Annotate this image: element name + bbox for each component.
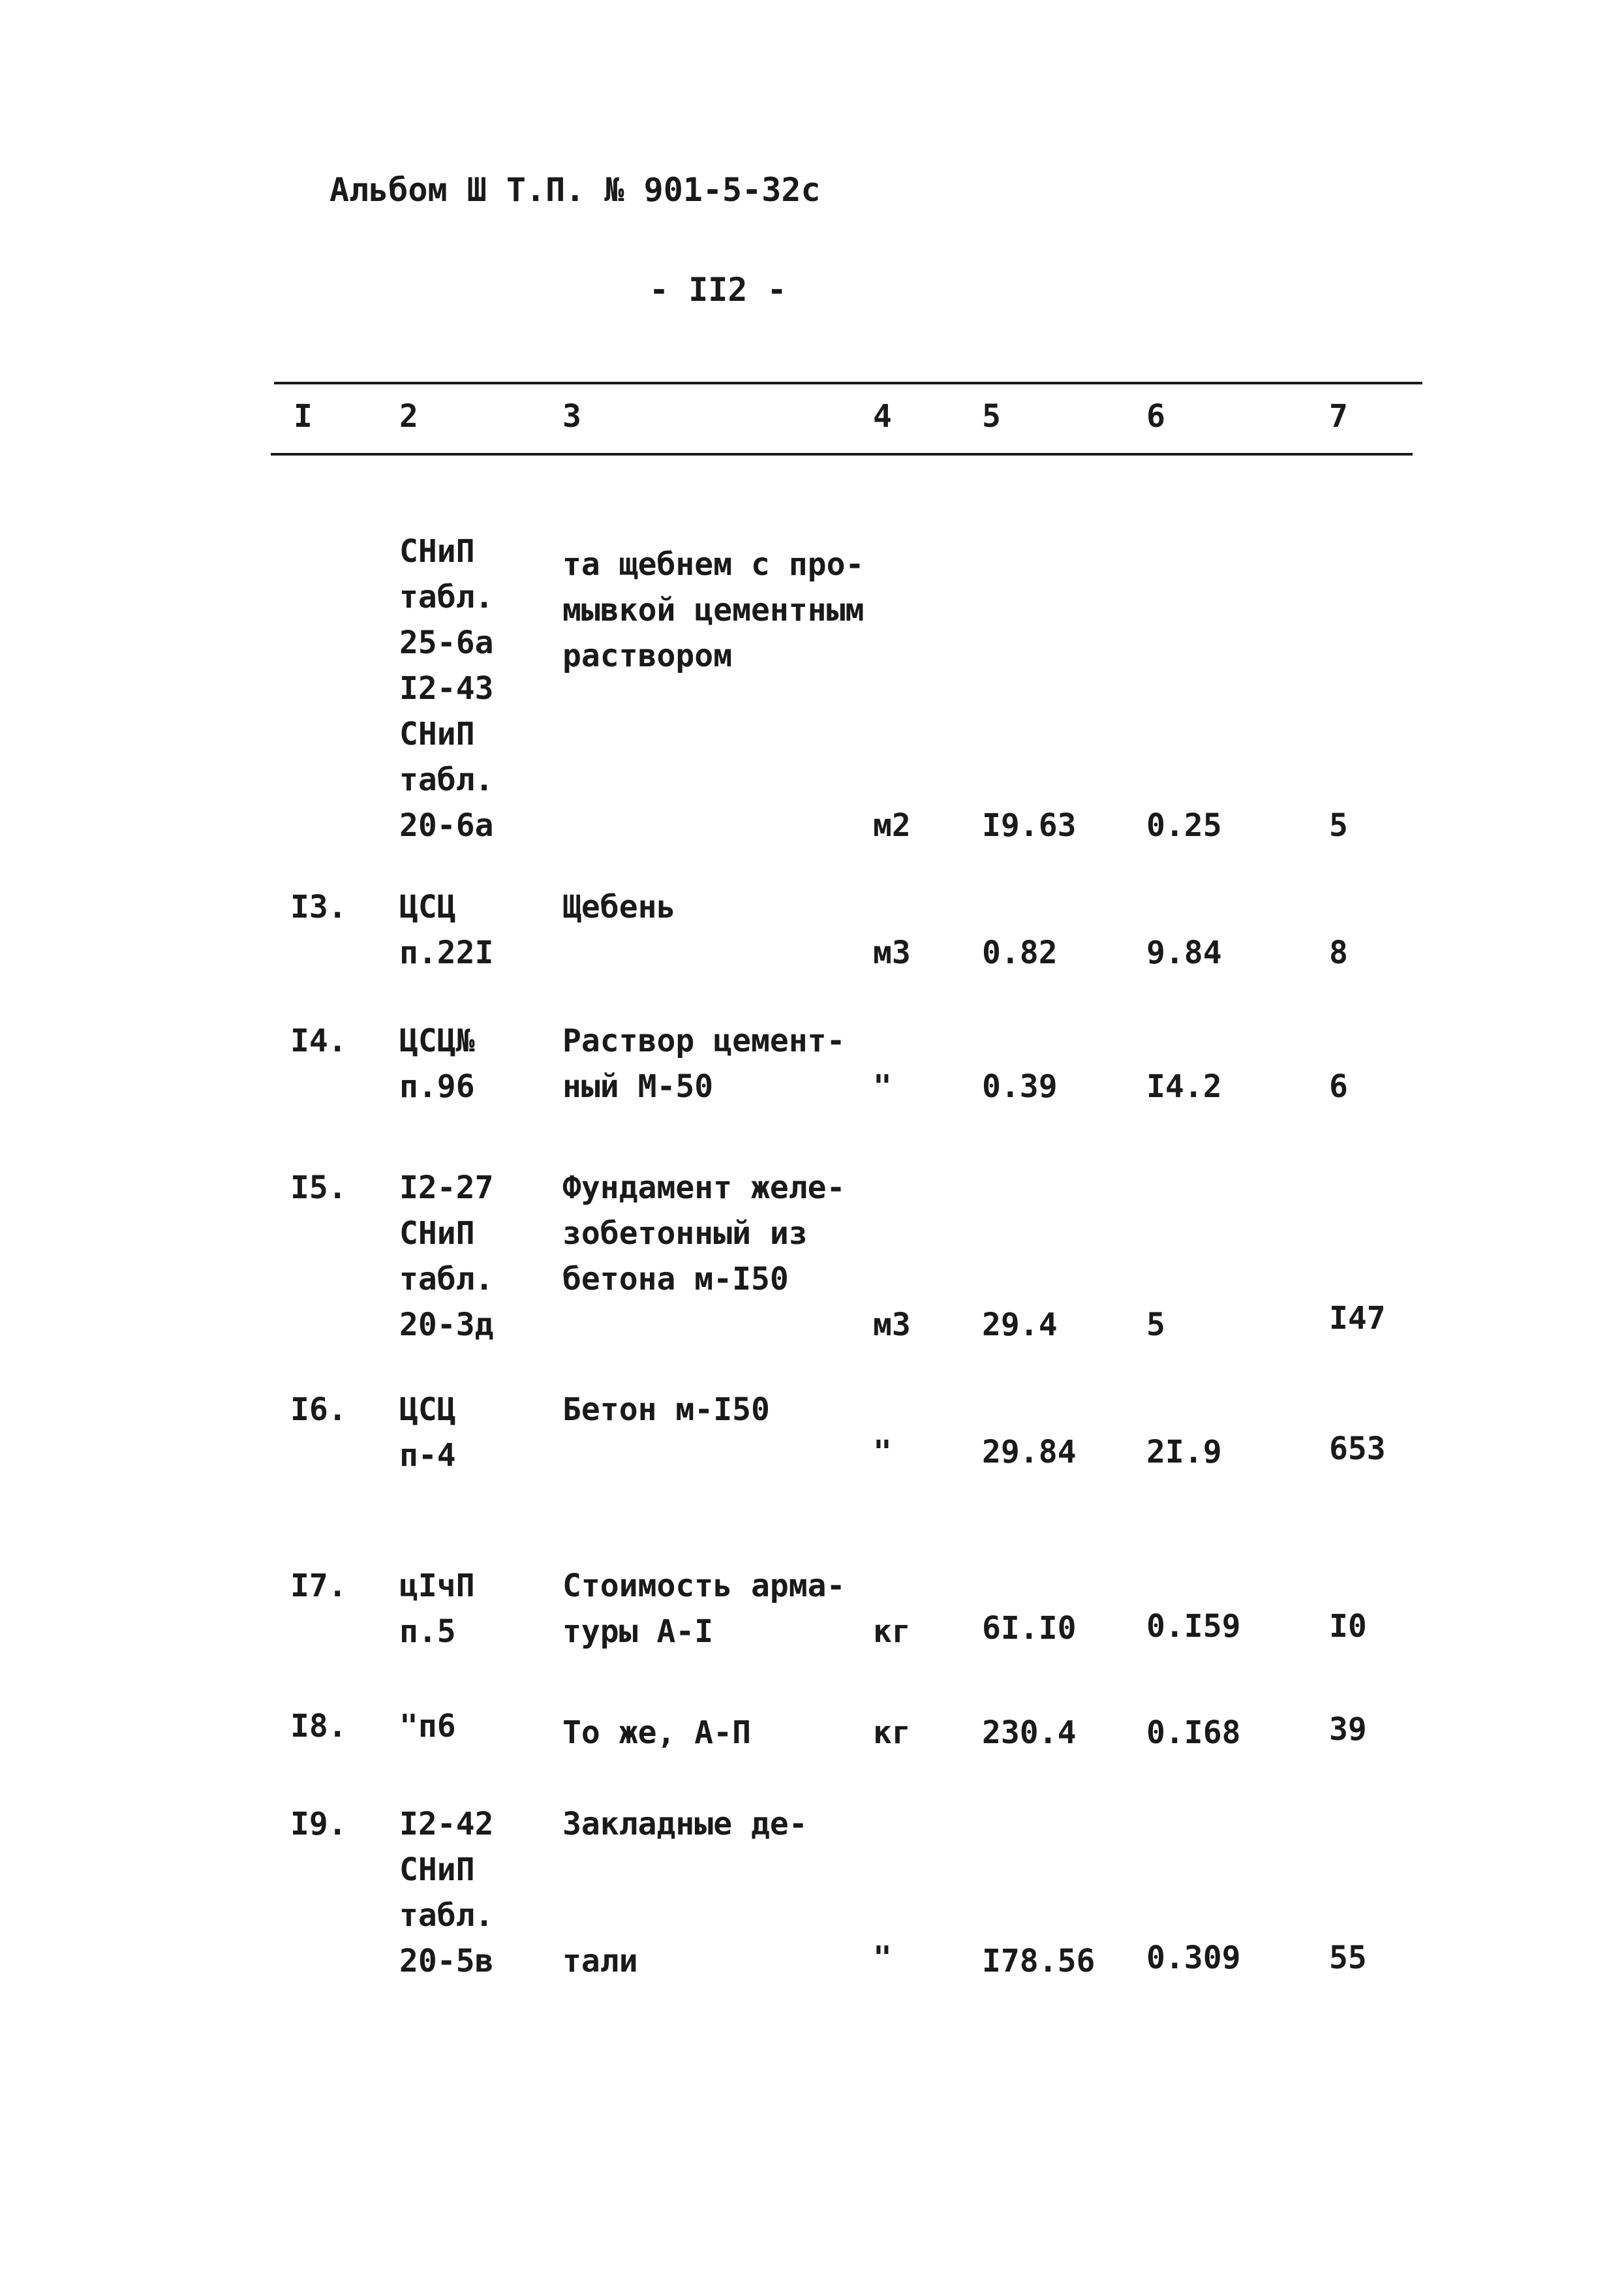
row-quantity: 230.4	[982, 1714, 1077, 1751]
row-reference: СНиП табл. 25-6а I2-43 СНиП табл. 20-6а	[399, 533, 494, 844]
row-reference: I2-42 СНиП табл. 20-5в	[399, 1806, 494, 1979]
row-number: I7.	[290, 1568, 347, 1604]
row-description: Щебень	[562, 889, 676, 925]
row-unit-price: 9.84	[1146, 935, 1222, 971]
row-unit: "	[873, 1068, 892, 1105]
row-quantity: 29.4	[982, 1307, 1058, 1343]
row-reference: "п6	[399, 1708, 456, 1744]
row-reference: цIчП п.5	[399, 1568, 475, 1650]
page-number: - II2 -	[649, 271, 787, 309]
row-number: I6.	[290, 1391, 347, 1428]
row-total: 6	[1329, 1068, 1348, 1105]
row-unit: м3	[873, 1307, 911, 1343]
row-number: I8.	[290, 1708, 347, 1744]
table-header-row	[0, 398, 1624, 444]
row-total: 5	[1329, 807, 1348, 844]
row-unit-price: 0.309	[1146, 1940, 1241, 1976]
row-total: I0	[1329, 1608, 1367, 1645]
row-description: та щебнем с про- мывкой цементным раствором	[562, 546, 865, 674]
row-total: 39	[1329, 1711, 1367, 1748]
row-unit: кг	[873, 1613, 911, 1650]
row-description: То же, А-П	[562, 1714, 751, 1751]
row-unit: "	[873, 1434, 892, 1470]
column-header-1: I	[294, 398, 313, 435]
row-unit: кг	[873, 1714, 911, 1751]
row-number: I4.	[290, 1023, 347, 1059]
table-header-rule	[271, 453, 1413, 456]
row-description: Фундамент желе- зобетонный из бетона м-I50	[562, 1170, 846, 1297]
row-reference: I2-27 СНиП табл. 20-3д	[399, 1170, 494, 1343]
row-description: Закладные де- тали	[562, 1806, 808, 1979]
row-unit: м2	[873, 807, 911, 844]
row-description: Раствор цемент- ный М-50	[562, 1023, 846, 1105]
row-unit-price: I4.2	[1146, 1068, 1222, 1105]
column-header-5: 5	[982, 398, 1001, 435]
row-unit-price: 0.I59	[1146, 1608, 1241, 1645]
row-quantity: 6I.I0	[982, 1610, 1077, 1647]
row-total: 653	[1329, 1431, 1386, 1467]
album-title: Альбом Ш Т.П. № 901-5-32с	[329, 171, 821, 209]
row-quantity: 0.39	[982, 1068, 1058, 1105]
row-quantity: 29.84	[982, 1434, 1077, 1470]
row-description: Стоимость арма- туры А-I	[562, 1568, 846, 1650]
row-unit: "	[873, 1940, 892, 1976]
row-reference: ЦСЦ п.22I	[399, 889, 494, 971]
row-total: I47	[1329, 1300, 1386, 1337]
row-unit-price: 2I.9	[1146, 1434, 1222, 1470]
row-quantity: I78.56	[982, 1943, 1095, 1979]
row-quantity: I9.63	[982, 807, 1077, 844]
row-quantity: 0.82	[982, 935, 1058, 971]
row-unit-price: 0.25	[1146, 807, 1222, 844]
row-number: I5.	[290, 1170, 347, 1206]
column-header-3: 3	[562, 398, 581, 435]
row-total: 8	[1329, 935, 1348, 971]
column-header-6: 6	[1146, 398, 1165, 435]
row-number: I3.	[290, 889, 347, 925]
row-total: 55	[1329, 1940, 1367, 1976]
table-top-rule	[274, 382, 1422, 384]
row-number: I9.	[290, 1806, 347, 1842]
column-header-7: 7	[1329, 398, 1348, 435]
column-header-4: 4	[873, 398, 892, 435]
row-description: Бетон м-I50	[562, 1391, 770, 1428]
row-reference: ЦСЦ п-4	[399, 1391, 456, 1474]
column-header-2: 2	[399, 398, 418, 435]
row-unit-price: 0.I68	[1146, 1714, 1241, 1751]
row-reference: ЦСЦ№ п.96	[399, 1023, 475, 1105]
row-unit-price: 5	[1146, 1307, 1165, 1343]
row-unit: м3	[873, 935, 911, 971]
